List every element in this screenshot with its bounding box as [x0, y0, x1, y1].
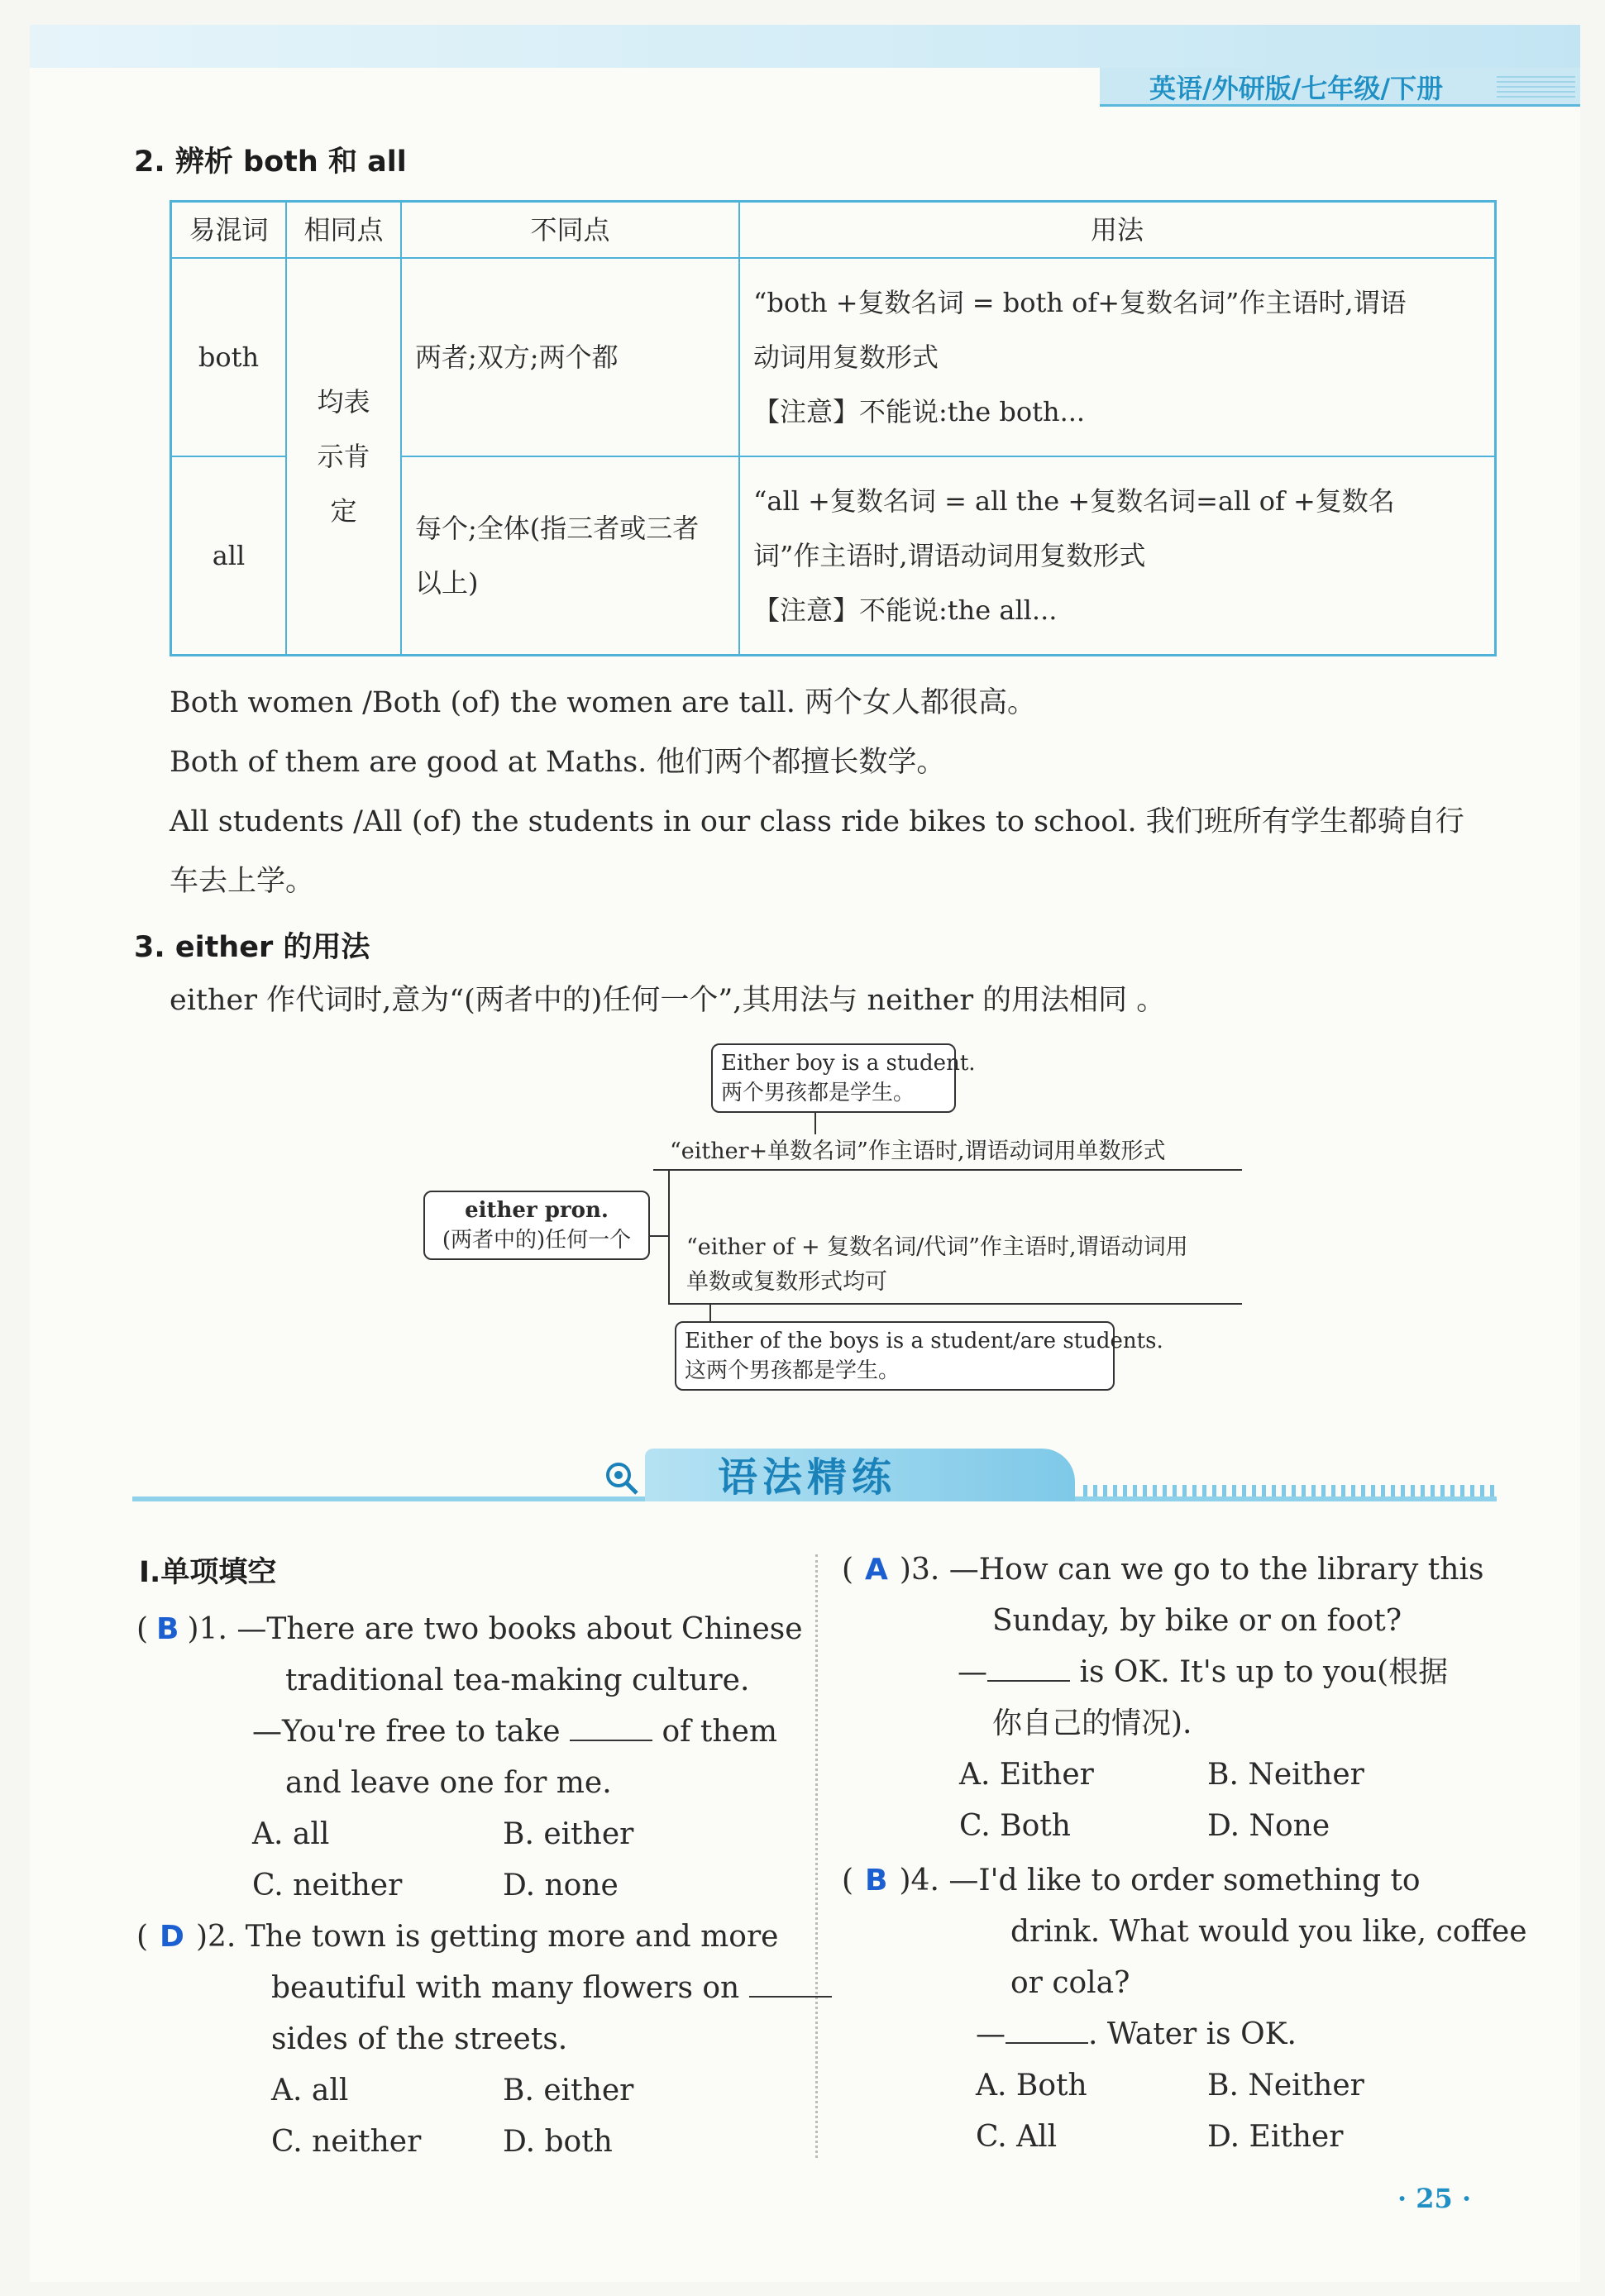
answer-4: B	[865, 1864, 888, 1897]
question-line: and leave one for me.	[285, 1766, 612, 1800]
diff-line: 每个;全体(指三者或三者	[415, 512, 700, 544]
rule-either-single: “either+单数名词”作主语时,谓语动词用单数形式	[670, 1138, 1166, 1164]
callout-pointer	[709, 1305, 711, 1323]
option-b[interactable]: B. either	[503, 2074, 634, 2107]
question-text: —I'd like to order something to	[948, 1864, 1421, 1897]
section3-heading: 3. either 的用法	[134, 931, 370, 964]
column-divider	[815, 1554, 818, 2158]
question-text: The town is getting more and more	[245, 1920, 779, 1954]
question-2: ( D )2. The town is getting more and more	[136, 1920, 779, 1954]
header-band	[30, 25, 1580, 68]
section3-intro: either 作代词时,意为“(两者中的)任何一个”,其用法与 neither 的用法相同 。	[170, 984, 1166, 1017]
banner-dots	[1083, 1485, 1497, 1496]
answer-blank[interactable]	[987, 1650, 1070, 1682]
example-sentence: 车去上学。	[170, 865, 315, 898]
row-usage-both	[739, 258, 1496, 456]
question-number: )2.	[195, 1920, 236, 1954]
option-a[interactable]: A. all	[252, 1817, 330, 1851]
diff-line: 以上)	[415, 566, 479, 599]
shared-same-text: 均表示肯定	[317, 385, 370, 527]
option-a[interactable]: A. Either	[959, 1758, 1094, 1792]
option-d[interactable]: D. none	[503, 1869, 619, 1902]
question-1: ( B )1. —There are two books about Chinese	[136, 1612, 803, 1646]
answer-2: D	[160, 1920, 184, 1954]
center-meaning: (两者中的)任何一个	[442, 1228, 632, 1253]
center-word: either pron.	[465, 1198, 609, 1223]
option-c[interactable]: C. Both	[959, 1809, 1071, 1843]
rule-underline	[668, 1303, 1242, 1305]
usage-line: “both +复数名词 = both of+复数名词”作主语时,谓语	[753, 287, 1407, 318]
question-line: Sunday, by bike or on foot?	[992, 1604, 1402, 1638]
col-header-diff: 不同点	[401, 202, 739, 259]
option-a[interactable]: A. Both	[976, 2069, 1087, 2103]
answer-3: A	[865, 1553, 888, 1587]
branch-trunk	[668, 1169, 670, 1305]
magnifier-icon	[602, 1458, 642, 1498]
usage-note: 【注意】不能说:the all...	[753, 594, 1058, 626]
question-text: is OK. It's up to you(根据	[1079, 1655, 1449, 1689]
row-usage-all	[739, 456, 1496, 655]
answer-blank[interactable]	[1006, 2012, 1088, 2044]
option-c[interactable]: C. neither	[271, 2125, 422, 2159]
question-text: —How can we go to the library this	[948, 1553, 1484, 1587]
part-title: Ⅰ.单项填空	[139, 1556, 277, 1589]
shared-same-cell	[286, 258, 401, 655]
row-word-all: all	[171, 456, 287, 655]
question-line	[271, 1963, 832, 2014]
usage-line: 词”作主语时,谓语动词用复数形式	[753, 539, 1146, 571]
header-title: 英语/外研版/七年级/下册	[1149, 73, 1444, 104]
usage-line: “all +复数名词 = all the +复数名词=all of +复数名	[753, 484, 1395, 517]
comparison-table	[170, 200, 1497, 656]
question-line: sides of the streets.	[271, 2022, 568, 2056]
row-word-both: both	[171, 258, 287, 456]
answer-blank[interactable]	[570, 1710, 652, 1741]
col-header-same: 相同点	[286, 202, 401, 259]
header-hatch	[1497, 76, 1575, 98]
page-number: · 25 ·	[1397, 2183, 1472, 2214]
bottom-example-zh: 这两个男孩都是学生。	[685, 1358, 900, 1383]
example-sentence: Both women /Both (of) the women are tall. 两个女人都很高。	[170, 686, 1036, 719]
question-4: ( B )4. —I'd like to order something to	[842, 1864, 1421, 1897]
rule-either-of-1: “either of + 复数名词/代词”作主语时,谓语动词用	[686, 1234, 1188, 1260]
question-number: )4.	[899, 1864, 939, 1897]
question-line	[252, 1706, 777, 1758]
question-line: or cola?	[1010, 1966, 1130, 2000]
option-b[interactable]: B. Neither	[1207, 2069, 1364, 2103]
question-line: drink. What would you like, coffee	[1010, 1915, 1527, 1949]
branch-stem	[648, 1235, 670, 1237]
question-line: 你自己的情况).	[992, 1706, 1192, 1740]
row-diff-both: 两者;双方;两个都	[401, 258, 739, 456]
question-number: )1.	[187, 1612, 227, 1646]
option-c[interactable]: C. neither	[252, 1869, 403, 1902]
center-node	[423, 1191, 650, 1260]
top-example-zh: 两个男孩都是学生。	[721, 1081, 915, 1105]
practice-banner-title: 语法精练	[718, 1454, 897, 1501]
row-diff-all	[401, 456, 739, 655]
option-d[interactable]: D. None	[1207, 1809, 1330, 1843]
question-line: — . Water is OK.	[976, 2009, 1297, 2060]
example-sentence: All students /All (of) the students in our class ride bikes to school. 我们班所有学生都骑自行	[170, 805, 1464, 838]
top-example-box	[711, 1043, 976, 1113]
rule-underline	[653, 1169, 1242, 1171]
option-c[interactable]: C. All	[976, 2120, 1058, 2154]
question-line: traditional tea-making culture.	[285, 1664, 750, 1697]
question-number: )3.	[899, 1553, 940, 1587]
option-b[interactable]: B. Neither	[1207, 1758, 1364, 1792]
bottom-example-box	[675, 1321, 1163, 1391]
rule-either-of-2: 单数或复数形式均可	[686, 1269, 887, 1295]
section2-heading: 2. 辨析 both 和 all	[134, 146, 407, 179]
callout-pointer	[814, 1111, 816, 1134]
example-sentence: Both of them are good at Maths. 他们两个都擅长数学。	[170, 746, 946, 779]
question-text: —You're free to take	[252, 1715, 561, 1749]
col-header-usage: 用法	[739, 202, 1496, 259]
question-text: of them	[662, 1715, 778, 1749]
top-example-en: Either boy is a student.	[721, 1051, 976, 1076]
answer-blank[interactable]	[749, 1966, 832, 1998]
question-text: . Water is OK.	[1088, 2017, 1297, 2051]
usage-line: 动词用复数形式	[753, 341, 939, 373]
question-text: beautiful with many flowers on	[271, 1971, 740, 2005]
col-header-word: 易混词	[171, 202, 287, 259]
question-line: — is OK. It's up to you(根据	[958, 1647, 1448, 1698]
question-text: —There are two books about Chinese	[236, 1612, 803, 1646]
usage-note: 【注意】不能说:the both...	[753, 396, 1086, 427]
option-b[interactable]: B. either	[503, 1817, 634, 1851]
bottom-example-en: Either of the boys is a student/are students.	[685, 1329, 1163, 1353]
question-3: ( A )3. —How can we go to the library this	[842, 1553, 1484, 1587]
option-d[interactable]: D. both	[503, 2125, 613, 2159]
option-a[interactable]: A. all	[271, 2074, 349, 2107]
option-d[interactable]: D. Either	[1207, 2120, 1344, 2154]
answer-1: B	[156, 1612, 179, 1646]
